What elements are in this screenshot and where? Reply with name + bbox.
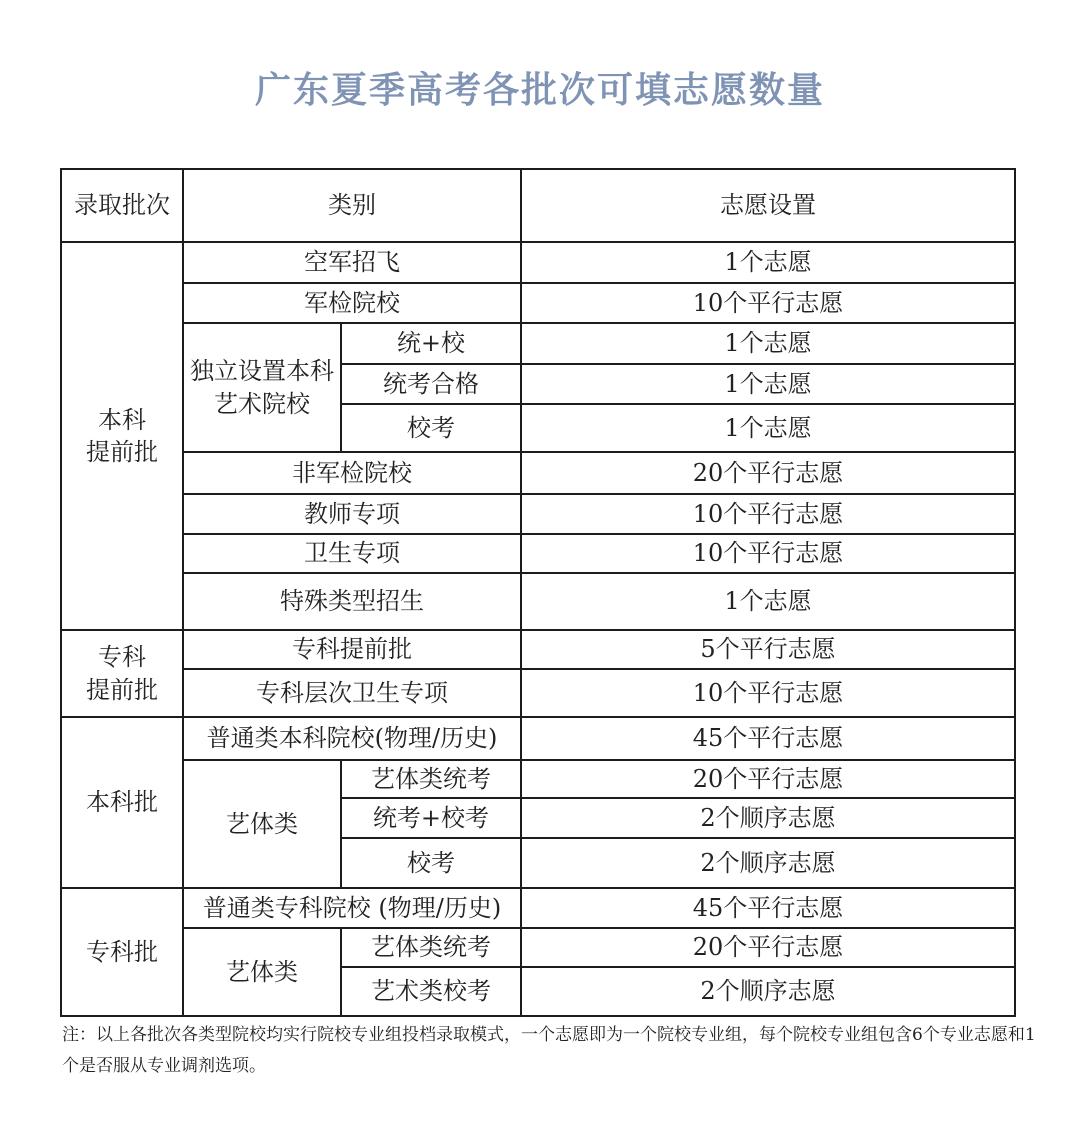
category-cell: 特殊类型招生 (183, 573, 521, 630)
category-cell: 军检院校 (183, 283, 521, 323)
setting-cell: 1个志愿 (521, 573, 1015, 630)
category-cell: 非军检院校 (183, 452, 521, 494)
category-cell: 艺术类校考 (341, 967, 521, 1016)
footnote: 注：以上各批次各类型院校均实行院校专业组投档录取模式，一个志愿即为一个院校专业组，每个院校专业组包含6个专业志愿和1个是否服从专业调剂选项。 (62, 1025, 1036, 1076)
group-cell: 艺体类 (183, 928, 341, 1016)
setting-cell: 10个平行志愿 (521, 283, 1015, 323)
setting-cell: 2个顺序志愿 (521, 967, 1015, 1016)
table-row (61, 534, 1015, 573)
setting-cell: 10个平行志愿 (521, 494, 1015, 534)
category-cell: 统+校 (341, 323, 521, 364)
category-cell: 空军招飞 (183, 242, 521, 283)
category-cell: 校考 (341, 838, 521, 888)
setting-cell: 2个顺序志愿 (521, 798, 1015, 838)
batch-cell: 专科 提前批 (61, 630, 183, 717)
header-row (61, 169, 1015, 242)
table-row (61, 630, 1015, 669)
setting-cell: 5个平行志愿 (521, 630, 1015, 669)
batch-cell: 本科批 (61, 717, 183, 888)
header-batch: 录取批次 (61, 169, 183, 242)
setting-cell: 10个平行志愿 (521, 534, 1015, 573)
group-cell: 独立设置本科 艺术院校 (183, 323, 341, 452)
setting-cell: 20个平行志愿 (521, 452, 1015, 494)
page-title: 广东夏季高考各批次可填志愿数量 (254, 69, 825, 111)
table-row (61, 283, 1015, 323)
header-setting: 志愿设置 (521, 169, 1015, 242)
table-row (61, 928, 1015, 967)
table-row (61, 888, 1015, 928)
table-row (61, 242, 1015, 283)
setting-cell: 1个志愿 (521, 242, 1015, 283)
batch-cell: 本科 提前批 (61, 242, 183, 630)
volunteer-table (60, 168, 1016, 1017)
category-cell: 艺体类统考 (341, 760, 521, 798)
table-row (61, 717, 1015, 760)
table-row (61, 452, 1015, 494)
setting-cell: 2个顺序志愿 (521, 838, 1015, 888)
setting-cell: 1个志愿 (521, 364, 1015, 404)
batch-cell: 专科批 (61, 888, 183, 1016)
table-row (61, 494, 1015, 534)
category-cell: 教师专项 (183, 494, 521, 534)
table-row (61, 323, 1015, 364)
category-cell: 艺体类统考 (341, 928, 521, 967)
category-cell: 卫生专项 (183, 534, 521, 573)
table-row (61, 760, 1015, 798)
category-cell: 统考+校考 (341, 798, 521, 838)
setting-cell: 1个志愿 (521, 404, 1015, 452)
setting-cell: 1个志愿 (521, 323, 1015, 364)
category-cell: 统考合格 (341, 364, 521, 404)
setting-cell: 20个平行志愿 (521, 928, 1015, 967)
setting-cell: 45个平行志愿 (521, 888, 1015, 928)
category-cell: 普通类本科院校(物理/历史) (183, 717, 521, 760)
setting-cell: 20个平行志愿 (521, 760, 1015, 798)
category-cell: 普通类专科院校 (物理/历史) (183, 888, 521, 928)
setting-cell: 45个平行志愿 (521, 717, 1015, 760)
setting-cell: 10个平行志愿 (521, 669, 1015, 717)
category-cell: 专科层次卫生专项 (183, 669, 521, 717)
group-cell: 艺体类 (183, 760, 341, 888)
header-category: 类别 (183, 169, 521, 242)
table-row (61, 669, 1015, 717)
category-cell: 专科提前批 (183, 630, 521, 669)
category-cell: 校考 (341, 404, 521, 452)
table-row (61, 573, 1015, 630)
